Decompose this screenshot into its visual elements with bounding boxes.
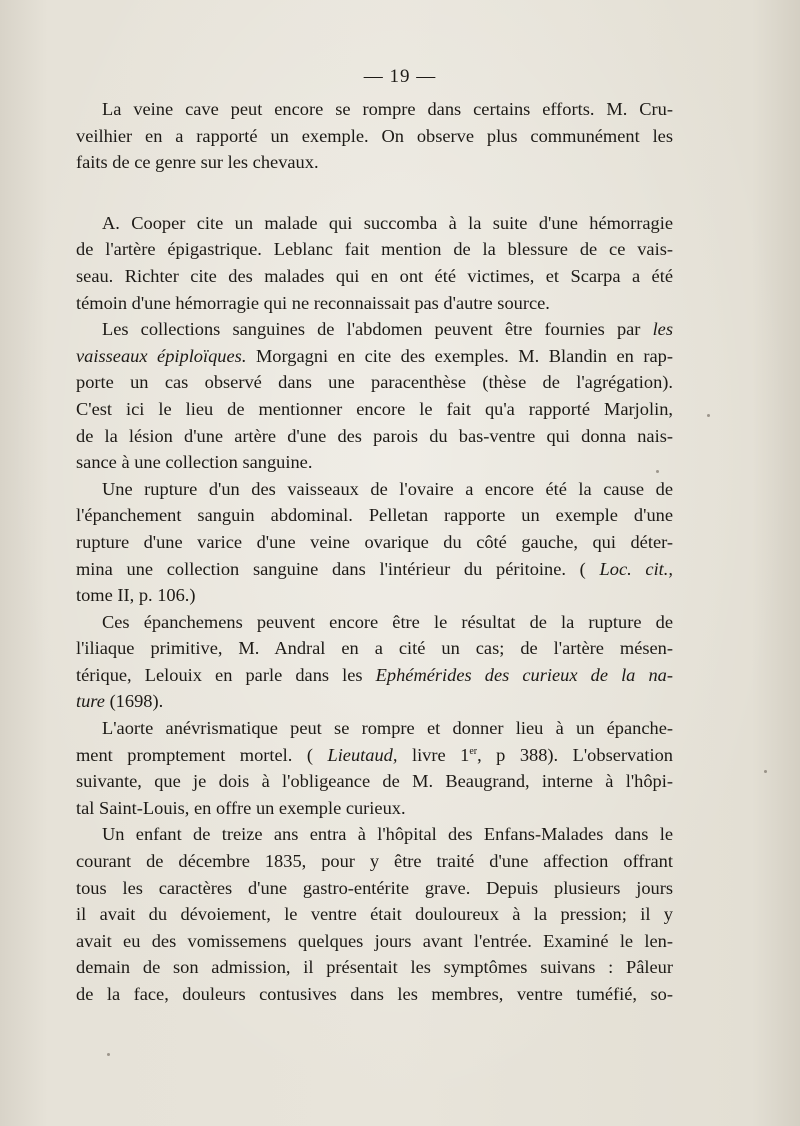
text-line <box>76 343 673 370</box>
text-span: livre 1 <box>411 744 470 765</box>
text-line: Une rupture d'un des vaisseaux de l'ovaire a encore été la cause de <box>102 478 673 499</box>
text-line: porte un cas observé dans une paracenthèse (thèse de l'agrégation). <box>76 372 673 393</box>
body-text <box>76 96 673 1008</box>
text-line: seau. Richter cite des malades qui en ont été victimes, et Scarpa a été <box>76 265 673 286</box>
text-line: l'iliaque primitive, M. Andral en a cité un cas; de l'artère mésen- <box>76 638 673 659</box>
text-line: de la lésion d'une artère d'une des parois du bas-ventre qui donna nais- <box>76 425 673 446</box>
text-span: (1698). <box>109 691 164 712</box>
text-span: térique, Lelouix en parle dans les <box>76 664 363 685</box>
italic-text: Ephémérides des curieux de la na- <box>375 664 673 685</box>
paper-speck <box>707 414 710 417</box>
text-line: Ces épanchemens peuvent encore être le résultat de la rupture de <box>102 611 673 632</box>
paragraph-4 <box>76 476 673 609</box>
text-line: veilhier en a rapporté un exemple. On observe plus communément les <box>76 125 673 146</box>
text-span: mina une collection sanguine dans l'intérieur du péritoine. ( <box>76 558 586 579</box>
text-line <box>76 742 673 769</box>
text-line <box>76 688 673 715</box>
text-line <box>76 316 673 343</box>
paragraph-1 <box>76 96 673 176</box>
page-number: — 19 — <box>363 66 437 87</box>
text-line: avait eu des vomissemens quelques jours avant l'entrée. Examiné le len- <box>76 930 673 951</box>
text-line: rupture d'une varice d'une veine ovarique du côté gauche, qui déter- <box>76 531 673 552</box>
text-span: Les collections sanguines de l'abdomen peuvent être fournies par <box>102 319 641 340</box>
text-line <box>76 662 673 689</box>
paragraph-5 <box>76 609 673 715</box>
text-line: de l'artère épigastrique. Leblanc fait mention de la blessure de ce vais- <box>76 239 673 260</box>
paper-speck <box>764 770 767 773</box>
paragraph-6 <box>76 715 673 821</box>
italic-text: vaisseaux épiploïques. <box>76 345 247 366</box>
text-line <box>76 556 673 583</box>
text-line: faits de ce genre sur les chevaux. <box>76 152 319 173</box>
text-line: courant de décembre 1835, pour y être traité d'une affection offrant <box>76 851 673 872</box>
text-line: il avait du dévoiement, le ventre était douloureux à la pression; il y <box>76 904 673 925</box>
text-line: La veine cave peut encore se rompre dans certains efforts. M. Cru- <box>102 99 673 119</box>
paper-speck <box>656 470 659 473</box>
paragraph-2 <box>76 210 673 316</box>
text-line: témoin d'une hémorragie qui ne reconnaissait pas d'autre source. <box>76 292 550 313</box>
text-line: demain de son admission, il présentait les symptômes suivans : Pâleur <box>76 957 673 978</box>
italic-text: Loc. cit., <box>599 558 673 579</box>
text-line: tome II, p. 106.) <box>76 585 196 606</box>
text-line: C'est ici le lieu de mentionner encore le fait qu'a rapporté Marjolin, <box>76 398 673 419</box>
superscript: er <box>469 745 478 757</box>
text-line: tal Saint-Louis, en offre un exemple curieux. <box>76 797 406 818</box>
text-span: ment promptement mortel. ( <box>76 744 313 765</box>
text-line: L'aorte anévrismatique peut se rompre et donner lieu à un épanche- <box>102 718 673 739</box>
italic-text: Lieutaud, <box>327 744 398 765</box>
text-line: A. Cooper cite un malade qui succomba à la suite d'une hémorragie <box>102 212 673 233</box>
italic-text: les <box>652 319 673 340</box>
text-line: tous les caractères d'une gastro-entérite grave. Depuis plusieurs jours <box>76 877 673 898</box>
text-line: l'épanchement sanguin abdominal. Pelletan rapporte un exemple d'une <box>76 505 673 526</box>
text-line: sance à une collection sanguine. <box>76 452 313 473</box>
text-line: suivante, que je dois à l'obligeance de M. Beaugrand, interne à l'hôpi- <box>76 771 673 792</box>
paper-speck <box>107 1053 110 1056</box>
text-line: de la face, douleurs contusives dans les membres, ventre tuméfié, so- <box>76 984 673 1004</box>
italic-text: ture <box>76 691 105 712</box>
text-span: Morgagni en cite des exemples. M. Blandin en rap- <box>255 345 673 366</box>
text-line: Un enfant de treize ans entra à l'hôpital des Enfans-Malades dans le <box>102 824 673 845</box>
paragraph-7 <box>76 821 673 1007</box>
text-span: , p 388). L'observation <box>477 744 673 765</box>
paragraph-3 <box>76 316 673 476</box>
